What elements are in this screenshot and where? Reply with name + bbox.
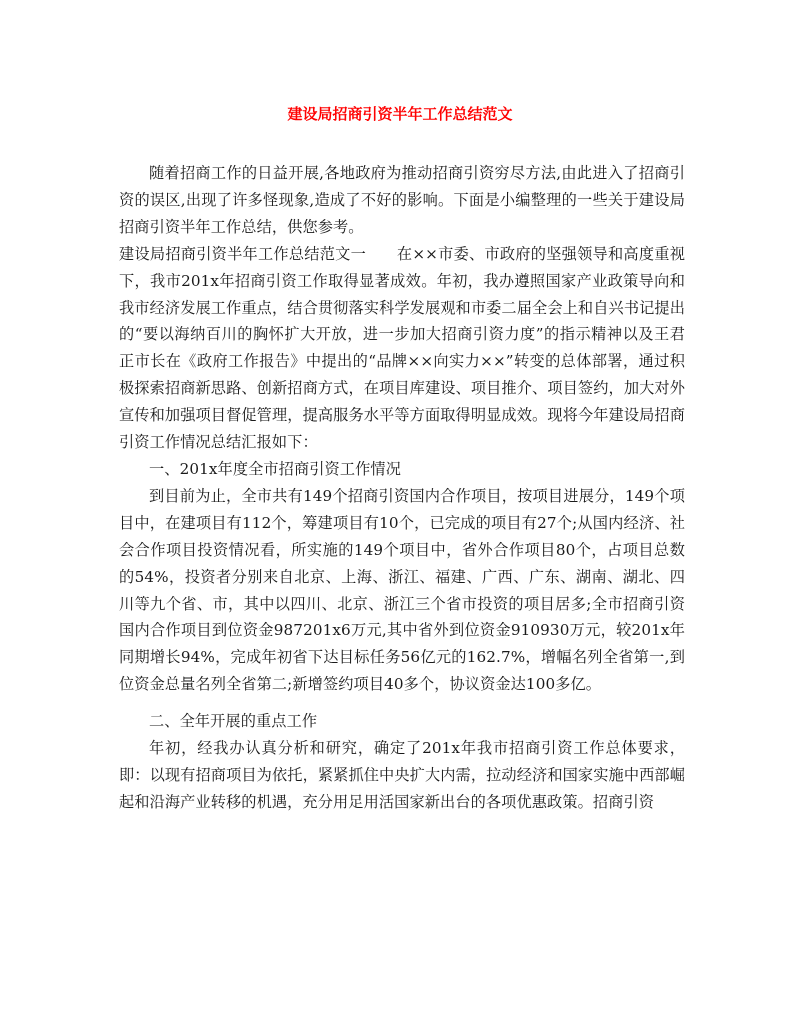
document-body <box>119 160 685 816</box>
section-heading-one: 一、201x年度全市招商引资工作情况 <box>149 459 401 478</box>
paragraph-spacer <box>119 698 685 708</box>
focus-paragraph: 年初，经我办认真分析和研究，确定了201x年我市招商引资工作总体要求，即：以现有招商项目为依托，紧紧抓住中央扩大内需，拉动经济和国家实施中西部崛起和沿海产业转移的机遇，充分用足用活国家新出台的各项优惠政策。招商引资 <box>119 739 685 811</box>
sample-one-paragraph: 建设局招商引资半年工作总结范文一 在××市委、市政府的坚强领导和高度重视下，我市201x年招商引资工作取得显著成效。年初，我办遵照国家产业政策导向和我市经济发展工作重点，结合贯彻落实科学发展观和市委二届全会上和自兴书记提出的“要以海纳百川的胸怀扩大开放，进一步加大招商引资力度”的指示精神以及王君正市长在《政府工作报告》中提出的“品牌××向实力××”转变的总体部署，通过积极探索招商新思路、创新招商方式，在项目库建设、项目推介、项目签约，加大对外宣传和加强项目督促管理，提高服务水平等方面取得明显成效。现将今年建设局招商引资工作情况总结汇报如下： <box>119 244 685 452</box>
intro-paragraph: 随着招商工作的日益开展,各地政府为推动招商引资穷尽方法,由此进入了招商引资的误区,出现了许多怪现象,造成了不好的影响。下面是小编整理的一些关于建设局招商引资半年工作总结，供您参考。 <box>119 164 685 236</box>
statistics-paragraph: 到目前为止，全市共有149个招商引资国内合作项目，按项目进展分，149个项目中，在建项目有112个，筹建项目有10个，已完成的项目有27个;从国内经济、社会合作项目投资情况看，所实施的149个项目中，省外合作项目80个，占项目总数的54%，投资者分别来自北京、上海、浙江、福建、广西、广东、湖南、湖北、四川等九个省、市，其中以四川、北京、浙江三个省市投资的项目居多;全市招商引资国内合作项目到位资金987201x6万元,其中省外到位资金910930万元，较201x年同期增长94%，完成年初省下达目标任务56亿元的162.7%，增幅名列全省第一,到位资金总量名列全省第二;新增签约项目40多个，协议资金达100多亿。 <box>119 486 685 694</box>
section-heading-two: 二、全年开展的重点工作 <box>149 712 318 731</box>
document-title: 建设局招商引资半年工作总结范文 <box>287 105 513 123</box>
